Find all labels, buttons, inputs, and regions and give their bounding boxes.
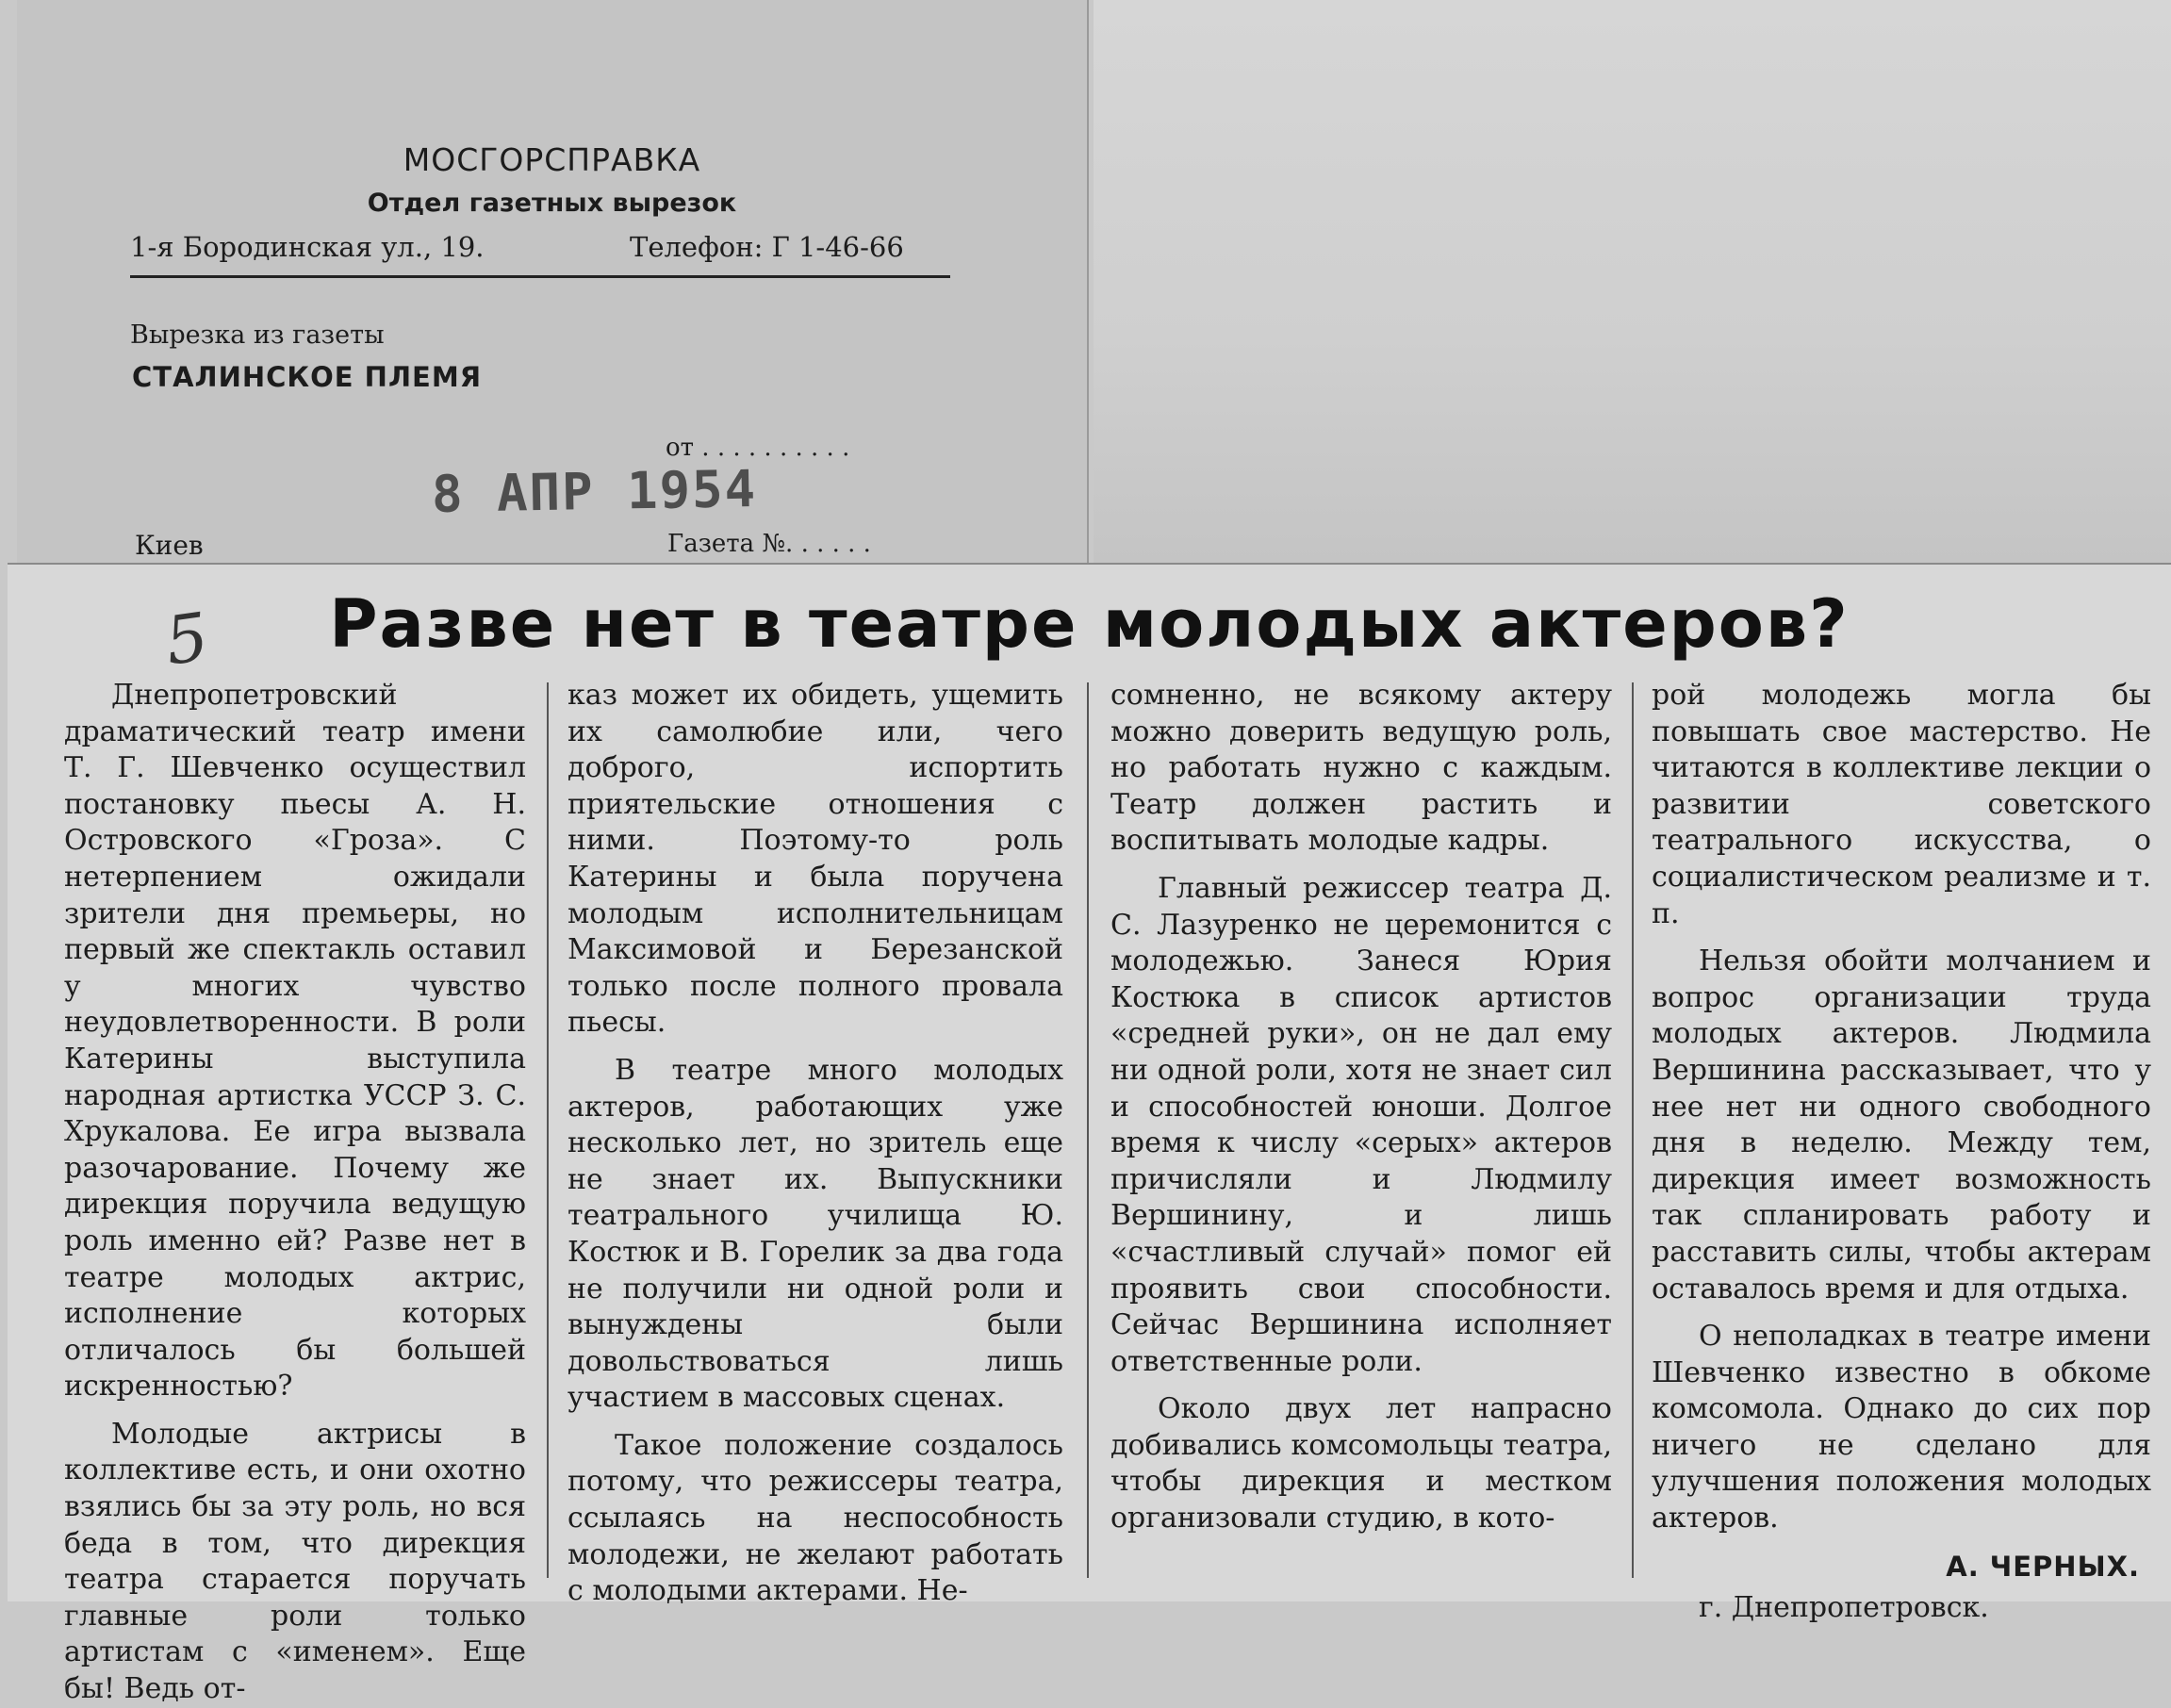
newspaper-name: СТАЛИНСКОЕ ПЛЕМЯ [132,361,483,393]
reference-slip [17,0,1089,566]
article-clipping [8,563,2171,1706]
paragraph: рой молодежь могла бы повышать свое мастерство. Не читаются в коллективе лекции о развитии советского театрального искусства, о социалистическом реализме и т. п. [1652,679,2151,930]
column-divider [1087,682,1089,1578]
paragraph: сомненно, не всякому актеру можно доверить ведущую роль, но работать нужно с каждым. Театр должен растить и воспитывать молодые кадры. [1110,679,1612,858]
organization-name: МОСГОРСПРАВКА [403,141,701,178]
city: Киев [135,530,204,561]
author-city: г. Днепропетровск. [1699,1591,1989,1625]
article-column-3 [1110,678,1612,1583]
paragraph: Главный режиссер театра Д. С. Лазуренко не церемонится с молодежью. Занеся Юрия Костюка в список артистов «средней руки», он не дал ему ни одной роли, хотя не знает сил и способностей юноши. Долгое время к числу «серых» актеров причисляли и Людмилу Вершинину, и лишь «счастливый случай» помог ей проявить свои способности. Сейчас Вершинина исполняет ответственные роли. [1110,871,1612,1378]
phone: Телефон: Г 1-46-66 [630,231,904,263]
paragraph: Такое положение создалось потому, что режиссеры театра, ссылаясь на неспособность молодежи, не желают работать с молодыми актерами. Не- [567,1428,1063,1608]
address: 1-я Бородинская ул., 19. [130,231,485,263]
paragraph: Около двух лет напрасно добивались комсомольцы театра, чтобы дирекция и местком организовали студию, в кото- [1110,1392,1612,1536]
article-column-2 [567,678,1063,1608]
paragraph: Нельзя обойти молчанием и вопрос организации труда молодых актеров. Людмила Вершинина рассказывает, что у нее нет ни одного свободного дня в неделю. Между тем, дирекция имеет возможность так спланировать работу и расставить силы, чтобы актерам оставалось время и для отдыха. [1652,944,2151,1306]
paragraph: О неполадках в театре имени Шевченко известно в обкоме комсомола. Однако до сих пор ничего не сделано для улучшения положения молодых актеров. [1652,1320,2151,1536]
divider [130,275,950,278]
column-divider [547,682,549,1578]
paragraph: каз может их обидеть, ущемить их самолюбие или, чего доброго, испортить приятельские отношения с ними. Поэтому-то роль Катерины и была поручена молодым исполнительницам Максимовой и Березанской только после полного провала пьесы. [567,679,1063,1040]
department-name: Отдел газетных вырезок [367,189,737,218]
date-stamp: 8 АПР 1954 [431,458,758,525]
date-label: от . . . . . . . . . . [666,434,850,462]
headline: Разве нет в театре молодых актеров? [329,585,1850,663]
article-column-4 [1652,678,2151,1625]
issue-label: Газета №. . . . . . [667,530,871,558]
article-column-1 [64,678,526,1706]
page-mark: 5 [160,598,214,681]
author-signature: А. ЧЕРНЫХ. [1946,1550,2140,1583]
paragraph: В театре много молодых актеров, работающих уже несколько лет, но зритель еще не знает их. Выпускники театрального училища Ю. Костюк и В. Горелик за два года не получили ни одной роли и вынуждены были довольствоваться лишь участием в массовых сценах. [567,1053,1063,1415]
scan-background [1094,0,2171,566]
paragraph: Молодые актрисы в коллективе есть, и они охотно взялись бы за эту роль, но вся беда в том, что дирекция театра старается поручать главные роли только артистам с «именем». Еще бы! Ведь от- [64,1417,526,1706]
column-divider [1632,682,1634,1578]
clipping-label: Вырезка из газеты [130,320,385,350]
paragraph: Днепропетровский драматический театр имени Т. Г. Шевченко осуществил постановку пьесы А. Н. Островского «Гроза». С нетерпением ожидали зрители дня премьеры, но первый же спектакль оставил у многих чувство неудовлетворенности. В роли Катерины выступила народная артистка УССР З. С. Хрукалова. Ее игра вызвала разочарование. Почему же дирекция поручила ведущую роль именно ей? Разве нет в театре молодых актрис, исполнение которых отличалось бы большей искренностью? [64,679,526,1404]
